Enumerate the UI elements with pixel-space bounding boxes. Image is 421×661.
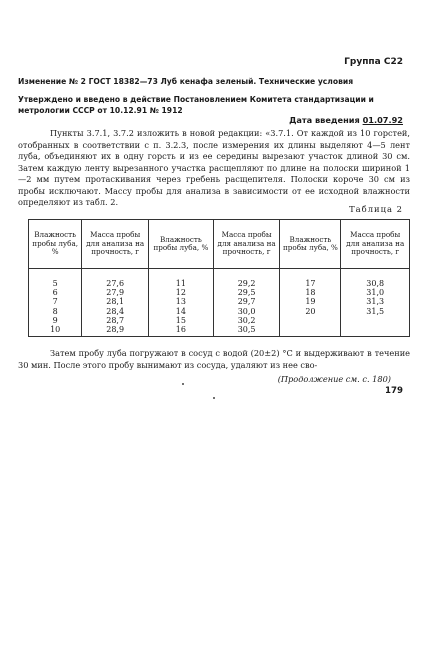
continuation-paragraph: Затем пробу луба погружают в сосуд с водой (20±2) °С и выдерживают в течение 30 мин. После этого пробу вынимают из сосуда, удаляют из нее сво- [18,348,410,370]
header-moisture-1: Влажность пробы луба, % [29,220,82,269]
table-header-row [29,220,410,269]
effective-date-label: Дата введения [289,115,360,125]
table-cell: 29,2 [237,279,256,288]
table-cell: 9 [52,315,58,325]
change-title: Изменение № 2 ГОСТ 18382—73 Луб кенафа зеленый. Технические условия [18,77,354,86]
table-cell: 28,7 [106,315,125,325]
table-cell: 27,9 [106,288,125,298]
scan-speck [213,397,215,399]
column-mass-1 [82,269,149,337]
scan-speck [182,383,184,385]
table-cell: 14 [175,306,186,316]
table-cell: 20 [305,306,316,316]
table-cell: 11 [175,279,186,288]
table-cell: 12 [175,288,186,298]
table-cell: 8 [52,306,58,316]
group-code: Группа С22 [344,57,403,67]
effective-date-value: 01.07.92 [362,115,403,125]
table-cell: 7 [52,297,58,307]
column-moisture-2 [149,269,214,337]
table-cell: 16 [175,324,186,334]
header-mass-3: Масса пробы для анализа на прочность, г [341,220,410,269]
table-cell: 15 [175,315,186,325]
approval-statement: Утверждено и введено в действие Постановлением Комитета стандартизации и метрологии СССР от 10.12.91 № 1912 [18,95,374,115]
table-cell: 28,4 [106,306,125,316]
page-number: 179 [385,386,403,396]
table-cell: 27,6 [106,279,125,288]
moisture-mass-table [28,219,410,337]
column-moisture-1 [29,269,82,337]
table-cell: 30,2 [237,315,256,325]
table-cell: 6 [52,288,58,298]
table-cell: 31,5 [366,306,385,316]
table-cell: 28,1 [106,297,125,307]
continued-note: (Продолжение см. с. 180) [277,374,391,384]
table-cell: 29,7 [237,297,256,307]
table-body-row [29,269,410,337]
table-cell: 30,8 [366,279,385,288]
header-moisture-3: Влажность пробы луба, % [280,220,341,269]
table-cell: 29,5 [237,288,256,298]
table-cell: 18 [305,288,316,298]
table-cell: 13 [175,297,186,307]
column-mass-2 [213,269,280,337]
table-caption: Таблица 2 [349,204,403,214]
table-cell: 30,0 [237,306,256,316]
table-cell: 10 [50,324,61,334]
effective-date [289,115,403,125]
header-mass-1: Масса пробы для анализа на прочность, г [82,220,149,269]
table-cell: 5 [52,279,58,288]
header-moisture-2: Влажность пробы луба, % [149,220,214,269]
table-cell: 17 [305,279,316,288]
table-cell: 28,9 [106,324,125,334]
column-mass-3 [341,269,410,337]
table-cell: 30,5 [237,324,256,334]
header-mass-2: Масса пробы для анализа на прочность, г [213,220,280,269]
table-cell: 19 [305,297,316,307]
table-cell: 31,3 [366,297,385,307]
column-moisture-3 [280,269,341,337]
table-cell: 31,0 [366,288,385,298]
body-paragraph: Пункты 3.7.1, 3.7.2 изложить в новой редакции: «3.7.1. От каждой из 10 горстей, отобранных в соответствии с п. 3.2.3, после измерения их длины выделяют 4—5 лент луба, объединяют их в одну горсть и из ее середины вырезают участок длиной 30 см. Затем каждую ленту вырезанного участка расщепляют по длине на полоски шириной 1—2 мм путем протаскивания через гребень расщепителя. Полоски короче 30 см из пробы исключают. Массу пробы для анализа в зависимости от ее исходной влажности определяют из табл. 2. [18,128,410,207]
